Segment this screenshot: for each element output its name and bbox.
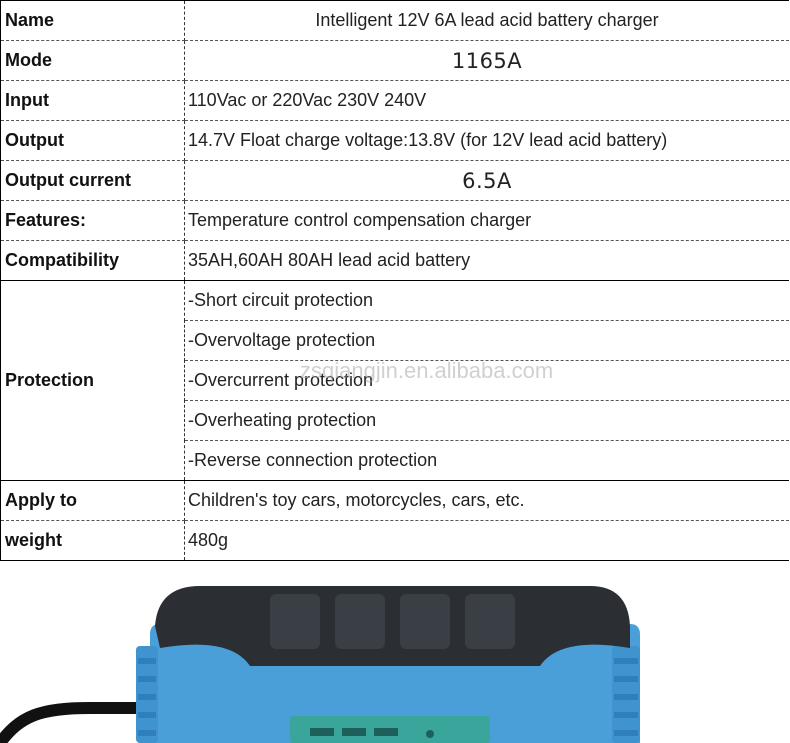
spec-label: Compatibility	[1, 241, 185, 281]
product-photo	[0, 576, 790, 743]
watermark-text: zsqiangjin.en.alibaba.com	[300, 358, 554, 383]
spec-label: Apply to	[1, 481, 185, 521]
protection-item: -Overheating protection	[185, 401, 790, 441]
spec-row-output	[1, 121, 790, 161]
spec-label: Mode	[1, 41, 185, 81]
protection-item: -Overvoltage protection	[185, 321, 790, 361]
spec-row-weight	[1, 521, 790, 561]
spec-value: Children's toy cars, motorcycles, cars, etc.	[185, 481, 790, 521]
power-cable	[0, 708, 150, 743]
spec-row-mode	[1, 41, 790, 81]
protection-item: -Short circuit protection	[185, 281, 790, 321]
spec-value: Intelligent 12V 6A lead acid battery charger	[185, 1, 790, 41]
spec-row-output-current	[1, 161, 790, 201]
spec-row-name	[1, 1, 790, 41]
spec-value: 35AH,60AH 80AH lead acid battery	[185, 241, 790, 281]
spec-value: Temperature control compensation charger	[185, 201, 790, 241]
spec-label: Input	[1, 81, 185, 121]
protection-item: -Reverse connection protection	[185, 441, 790, 481]
spec-label: Output current	[1, 161, 185, 201]
spec-value: 6.5A	[185, 161, 790, 201]
spec-value: 14.7V Float charge voltage:13.8V (for 12V lead acid battery)	[185, 121, 790, 161]
spec-label: Name	[1, 1, 185, 41]
spec-value: 1165A	[185, 41, 790, 81]
spec-label: Output	[1, 121, 185, 161]
protection-label: Protection	[1, 281, 185, 481]
spec-value: 110Vac or 220Vac 230V 240V	[185, 81, 790, 121]
protection-item: -Overcurrent protection	[185, 361, 790, 401]
spec-row-input	[1, 81, 790, 121]
spec-row-compatibility	[1, 241, 790, 281]
spec-row-features	[1, 201, 790, 241]
spec-label: Features:	[1, 201, 185, 241]
charger-illustration	[0, 576, 790, 743]
spec-row-protection	[1, 281, 790, 321]
spec-label: weight	[1, 521, 185, 561]
spec-row-apply-to	[1, 481, 790, 521]
spec-value: 480g	[188, 530, 229, 550]
